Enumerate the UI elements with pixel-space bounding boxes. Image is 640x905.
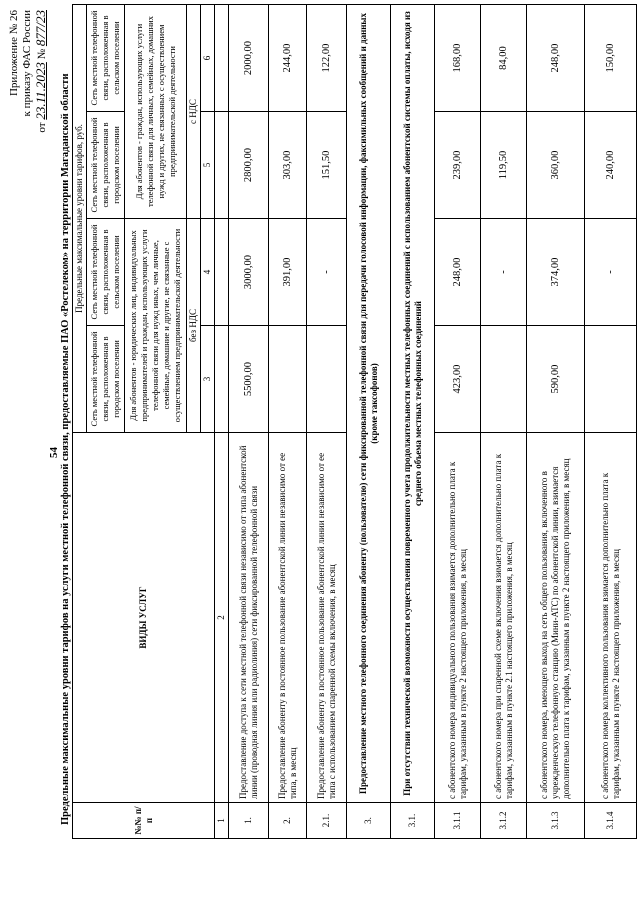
group-citizens: Для абонентов - граждан, использующих услуги телефонной связи для личных, семейных, домашних нужд и других, не связанных с осуществлением предпринимательской деятельности (125, 5, 187, 219)
row-value-col3 (269, 326, 307, 433)
row-num: 3.1.2 (481, 803, 527, 839)
group-legal: Для абонентов - юридических лиц, индивидуальных предпринимателей и граждан, использующих услуги телефонной связи для нужд иных, чем личные, семейные, домашние и другие, не связанные с осуществлением предпринимательской деятельности (125, 219, 187, 433)
row-value-col3: 5500,00 (229, 326, 269, 433)
row-service: с абонентского номера индивидуального пользования взимается дополнительно плата к тарифам, указанным в пункте 2 настоящего приложения, в месяц (435, 433, 481, 803)
row-num: 2. (269, 803, 307, 839)
table-row (527, 5, 585, 839)
row-num: 2.1. (307, 803, 347, 839)
row-value-col5: 240,00 (585, 112, 637, 219)
table-row-section (391, 5, 435, 839)
row-value-col4: - (481, 219, 527, 326)
row-value-col6: 248,00 (527, 5, 585, 112)
appendix-line-2: к приказу ФАС России (21, 10, 33, 117)
row-num: 1. (229, 803, 269, 839)
row-service: с абонентского номера коллективного пользования взимается дополнительно плата к тарифам, указанным в пункте 2 настоящего приложения, в месяц (585, 433, 637, 803)
row-value-col6: 84,00 (481, 5, 527, 112)
table-row (435, 5, 481, 839)
document-title: Предельные максимальные уровни тарифов на услуги местной телефонной связи, предоставляемые ПАО «Ростелеком» на территории Магаданской области (60, 73, 71, 825)
row-num: 3.1. (391, 803, 435, 839)
row-service: Предоставление доступа к сети местной телефонной связи независимо от типа абонентской линии (проводная линия или радиолиния) сети фиксированной телефонной связи (229, 433, 269, 803)
colnum-2: 2 (215, 433, 229, 803)
appendix-line-1: Приложение № 26 (8, 10, 20, 97)
page-number: 54 (48, 447, 60, 458)
row-value-col3 (481, 326, 527, 433)
col-service-header: ВИДЫ УСЛУГ (73, 433, 215, 803)
row-value-col5: 360,00 (527, 112, 585, 219)
net-rural-legal: Сеть местной телефонной связи, расположенная в сельском поселении (87, 219, 125, 326)
row-value-col6: 150,00 (585, 5, 637, 112)
table-row (229, 5, 269, 839)
colnum-5: 5 (201, 112, 215, 219)
row-value-col3: 423,00 (435, 326, 481, 433)
row-value-col6: 122,00 (307, 5, 347, 112)
vat-excl-label: без НДС (187, 219, 201, 433)
row-value-col4: 248,00 (435, 219, 481, 326)
table-row (481, 5, 527, 839)
row-value-col4: - (307, 219, 347, 326)
appendix-number: 877/23 (33, 10, 48, 47)
row-service: с абонентского номера, имеющего выход на сеть общего пользования, включенного в учрежденческую телефонную станцию (Мини-АТС) по абонентской линии, взимается дополнительно плата к тарифам, указанным в пункте 2 настоящего приложения, в месяц (527, 433, 585, 803)
row-num: 3.1.1 (435, 803, 481, 839)
row-service: Предоставление абоненту в постоянное пользование абонентской линии независимо от ее типа с использованием спаренной схемы включения, в месяц (307, 433, 347, 803)
row-num: 3.1.3 (527, 803, 585, 839)
row-value-col5: 2800,00 (229, 112, 269, 219)
row-value-col4: 374,00 (527, 219, 585, 326)
table-row (307, 5, 347, 839)
col-num-header: №№ п/п (73, 803, 215, 839)
net-urban-citizens: Сеть местной телефонной связи, расположенная в городском поселении (87, 112, 125, 219)
row-value-col6: 168,00 (435, 5, 481, 112)
row-section-text: При отсутствии технической возможности осуществления повременного учета продолжительности местных телефонных соединений с использованием абонентской системы оплаты, исходя из среднего объема местных телефонных соединений (391, 5, 435, 803)
appendix-date-line (34, 10, 49, 133)
row-service: с абонентского номера при спаренной схеме включения взимается дополнительно плата к тарифам, указанным в пункте 2.1 настоящего приложения, в месяц (481, 433, 527, 803)
table-row-section (347, 5, 391, 839)
table-row (585, 5, 637, 839)
row-value-col6: 2000,00 (229, 5, 269, 112)
table-row (269, 5, 307, 839)
appendix-date-prefix: от (36, 122, 48, 133)
row-value-col5: 119,50 (481, 112, 527, 219)
vat-incl-label: с НДС (187, 5, 201, 219)
net-rural-citizens: Сеть местной телефонной связи, расположенная в сельском поселении (87, 5, 125, 112)
net-urban-legal: Сеть местной телефонной связи, расположенная в городском поселении (87, 326, 125, 433)
levels-header: Предельные максимальные уровни тарифов, руб. (73, 5, 87, 433)
row-value-col4: 3000,00 (229, 219, 269, 326)
row-num: 3. (347, 803, 391, 839)
row-section-text: Предоставление местного телефонного соединения абоненту (пользователю) сети фиксированной телефонной связи для передачи голосовой информации, факсимильных сообщений и данных (кроме таксофонов) (347, 5, 391, 803)
row-value-col5: 303,00 (269, 112, 307, 219)
row-value-col5: 239,00 (435, 112, 481, 219)
row-value-col4: - (585, 219, 637, 326)
row-value-col4: 391,00 (269, 219, 307, 326)
appendix-block (8, 10, 49, 133)
appendix-number-prefix: № (36, 48, 48, 60)
colnum-3: 3 (201, 326, 215, 433)
colnum-4: 4 (201, 219, 215, 326)
row-service: Предоставление абоненту в постоянное пользование абонентской линии независимо от ее типа, в месяц (269, 433, 307, 803)
colnum-1: 1 (215, 803, 229, 839)
row-value-col3: 590,00 (527, 326, 585, 433)
row-value-col3 (307, 326, 347, 433)
row-num: 3.1.4 (585, 803, 637, 839)
colnum-6: 6 (201, 5, 215, 112)
row-value-col6: 244,00 (269, 5, 307, 112)
appendix-date: 23.11.2023 (33, 62, 48, 120)
row-value-col5: 151,50 (307, 112, 347, 219)
row-value-col3 (585, 326, 637, 433)
tariff-table (72, 4, 637, 839)
